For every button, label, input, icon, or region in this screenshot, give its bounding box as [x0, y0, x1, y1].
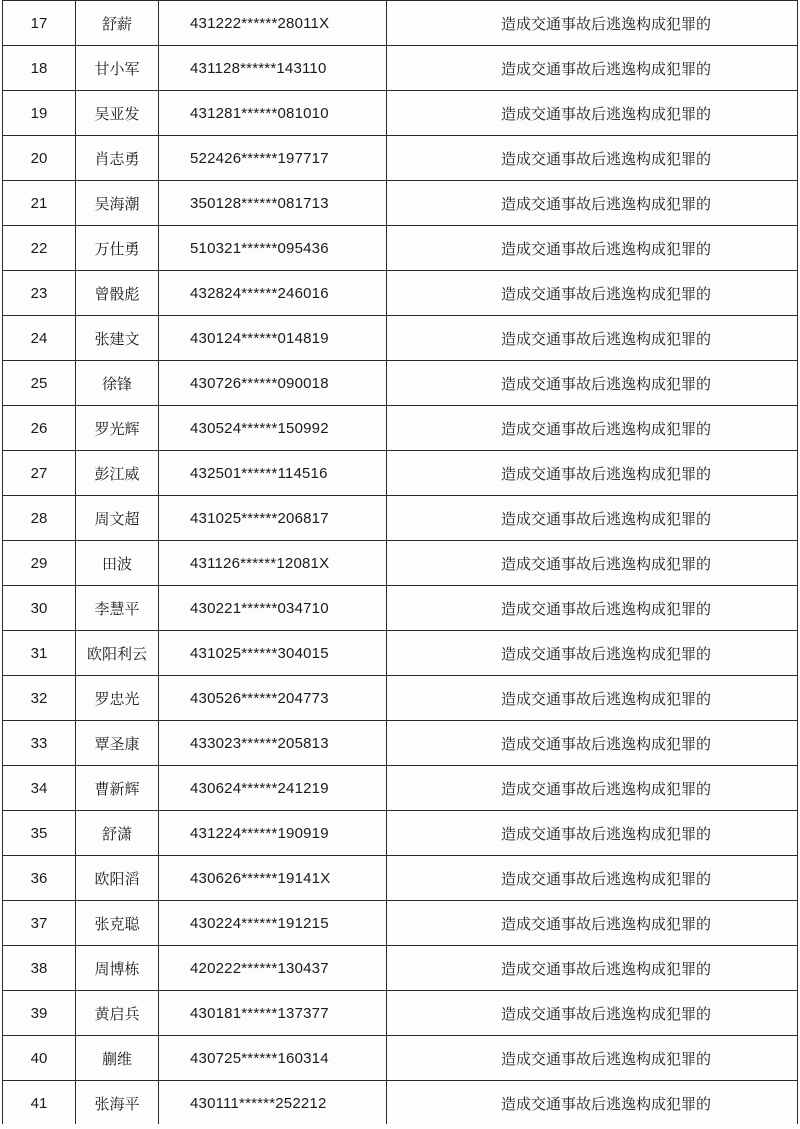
row-sequence-number: 35	[3, 811, 76, 856]
row-id-number: 430624******241219	[159, 766, 387, 811]
row-sequence-number: 41	[3, 1081, 76, 1126]
row-id-number: 432501******114516	[159, 451, 387, 496]
row-violation-reason: 造成交通事故后逃逸构成犯罪的	[387, 1081, 798, 1126]
table-row	[3, 451, 798, 496]
row-id-number: 350128******081713	[159, 181, 387, 226]
row-person-name: 万仕勇	[76, 226, 159, 271]
row-sequence-number: 21	[3, 181, 76, 226]
table-row	[3, 1, 798, 46]
row-violation-reason: 造成交通事故后逃逸构成犯罪的	[387, 676, 798, 721]
table-row	[3, 406, 798, 451]
table-row	[3, 316, 798, 361]
row-person-name: 欧阳滔	[76, 856, 159, 901]
row-violation-reason: 造成交通事故后逃逸构成犯罪的	[387, 361, 798, 406]
row-violation-reason: 造成交通事故后逃逸构成犯罪的	[387, 46, 798, 91]
row-sequence-number: 39	[3, 991, 76, 1036]
row-sequence-number: 32	[3, 676, 76, 721]
row-id-number: 431025******206817	[159, 496, 387, 541]
offender-table-body	[3, 1, 798, 1126]
row-sequence-number: 20	[3, 136, 76, 181]
table-row	[3, 496, 798, 541]
row-id-number: 430524******150992	[159, 406, 387, 451]
row-id-number: 431224******190919	[159, 811, 387, 856]
row-sequence-number: 23	[3, 271, 76, 316]
row-violation-reason: 造成交通事故后逃逸构成犯罪的	[387, 316, 798, 361]
row-id-number: 430181******137377	[159, 991, 387, 1036]
row-sequence-number: 40	[3, 1036, 76, 1081]
row-person-name: 黄启兵	[76, 991, 159, 1036]
row-sequence-number: 30	[3, 586, 76, 631]
row-violation-reason: 造成交通事故后逃逸构成犯罪的	[387, 271, 798, 316]
row-violation-reason: 造成交通事故后逃逸构成犯罪的	[387, 811, 798, 856]
table-row	[3, 46, 798, 91]
row-sequence-number: 17	[3, 1, 76, 46]
row-id-number: 430221******034710	[159, 586, 387, 631]
table-row	[3, 856, 798, 901]
row-violation-reason: 造成交通事故后逃逸构成犯罪的	[387, 1036, 798, 1081]
table-row	[3, 721, 798, 766]
row-sequence-number: 36	[3, 856, 76, 901]
table-row	[3, 181, 798, 226]
row-person-name: 张建文	[76, 316, 159, 361]
row-violation-reason: 造成交通事故后逃逸构成犯罪的	[387, 901, 798, 946]
row-person-name: 李慧平	[76, 586, 159, 631]
table-row	[3, 541, 798, 586]
table-row	[3, 901, 798, 946]
row-id-number: 431222******28011X	[159, 1, 387, 46]
row-person-name: 张海平	[76, 1081, 159, 1126]
row-person-name: 曾骰彪	[76, 271, 159, 316]
row-person-name: 舒薪	[76, 1, 159, 46]
row-id-number: 430725******160314	[159, 1036, 387, 1081]
row-person-name: 罗忠光	[76, 676, 159, 721]
row-violation-reason: 造成交通事故后逃逸构成犯罪的	[387, 136, 798, 181]
row-violation-reason: 造成交通事故后逃逸构成犯罪的	[387, 451, 798, 496]
row-person-name: 欧阳利云	[76, 631, 159, 676]
row-violation-reason: 造成交通事故后逃逸构成犯罪的	[387, 1, 798, 46]
row-sequence-number: 22	[3, 226, 76, 271]
row-violation-reason: 造成交通事故后逃逸构成犯罪的	[387, 766, 798, 811]
table-row	[3, 91, 798, 136]
row-id-number: 522426******197717	[159, 136, 387, 181]
table-row	[3, 631, 798, 676]
row-person-name: 张克聪	[76, 901, 159, 946]
row-violation-reason: 造成交通事故后逃逸构成犯罪的	[387, 631, 798, 676]
row-violation-reason: 造成交通事故后逃逸构成犯罪的	[387, 496, 798, 541]
table-row	[3, 991, 798, 1036]
table-row	[3, 586, 798, 631]
row-person-name: 覃圣康	[76, 721, 159, 766]
row-sequence-number: 38	[3, 946, 76, 991]
row-person-name: 舒潇	[76, 811, 159, 856]
row-person-name: 曹新辉	[76, 766, 159, 811]
row-person-name: 吴海潮	[76, 181, 159, 226]
row-id-number: 431126******12081X	[159, 541, 387, 586]
row-id-number: 430626******19141X	[159, 856, 387, 901]
table-row	[3, 811, 798, 856]
offender-table	[2, 0, 798, 1126]
row-sequence-number: 18	[3, 46, 76, 91]
row-id-number: 431025******304015	[159, 631, 387, 676]
row-sequence-number: 31	[3, 631, 76, 676]
row-id-number: 431281******081010	[159, 91, 387, 136]
page-bottom-edge	[0, 1124, 800, 1129]
row-sequence-number: 19	[3, 91, 76, 136]
table-row	[3, 1081, 798, 1126]
row-id-number: 430726******090018	[159, 361, 387, 406]
row-person-name: 甘小军	[76, 46, 159, 91]
row-violation-reason: 造成交通事故后逃逸构成犯罪的	[387, 721, 798, 766]
row-sequence-number: 37	[3, 901, 76, 946]
row-sequence-number: 26	[3, 406, 76, 451]
row-violation-reason: 造成交通事故后逃逸构成犯罪的	[387, 586, 798, 631]
table-row	[3, 271, 798, 316]
row-id-number: 430124******014819	[159, 316, 387, 361]
table-row	[3, 676, 798, 721]
row-person-name: 周博栋	[76, 946, 159, 991]
row-sequence-number: 27	[3, 451, 76, 496]
row-id-number: 430111******252212	[159, 1081, 387, 1126]
row-id-number: 431128******143110	[159, 46, 387, 91]
table-row	[3, 766, 798, 811]
row-violation-reason: 造成交通事故后逃逸构成犯罪的	[387, 856, 798, 901]
row-id-number: 430224******191215	[159, 901, 387, 946]
table-row	[3, 1036, 798, 1081]
row-violation-reason: 造成交通事故后逃逸构成犯罪的	[387, 91, 798, 136]
row-id-number: 432824******246016	[159, 271, 387, 316]
row-violation-reason: 造成交通事故后逃逸构成犯罪的	[387, 226, 798, 271]
table-row	[3, 361, 798, 406]
row-person-name: 吴亚发	[76, 91, 159, 136]
row-sequence-number: 29	[3, 541, 76, 586]
row-person-name: 蒯维	[76, 1036, 159, 1081]
row-person-name: 罗光辉	[76, 406, 159, 451]
table-row	[3, 226, 798, 271]
row-person-name: 田波	[76, 541, 159, 586]
row-violation-reason: 造成交通事故后逃逸构成犯罪的	[387, 541, 798, 586]
row-violation-reason: 造成交通事故后逃逸构成犯罪的	[387, 181, 798, 226]
row-violation-reason: 造成交通事故后逃逸构成犯罪的	[387, 406, 798, 451]
row-person-name: 肖志勇	[76, 136, 159, 181]
row-id-number: 430526******204773	[159, 676, 387, 721]
row-violation-reason: 造成交通事故后逃逸构成犯罪的	[387, 991, 798, 1036]
table-row	[3, 946, 798, 991]
row-sequence-number: 24	[3, 316, 76, 361]
row-id-number: 510321******095436	[159, 226, 387, 271]
row-sequence-number: 34	[3, 766, 76, 811]
row-id-number: 420222******130437	[159, 946, 387, 991]
row-violation-reason: 造成交通事故后逃逸构成犯罪的	[387, 946, 798, 991]
row-id-number: 433023******205813	[159, 721, 387, 766]
row-sequence-number: 33	[3, 721, 76, 766]
row-person-name: 徐锋	[76, 361, 159, 406]
row-person-name: 周文超	[76, 496, 159, 541]
table-row	[3, 136, 798, 181]
row-person-name: 彭江威	[76, 451, 159, 496]
row-sequence-number: 25	[3, 361, 76, 406]
row-sequence-number: 28	[3, 496, 76, 541]
